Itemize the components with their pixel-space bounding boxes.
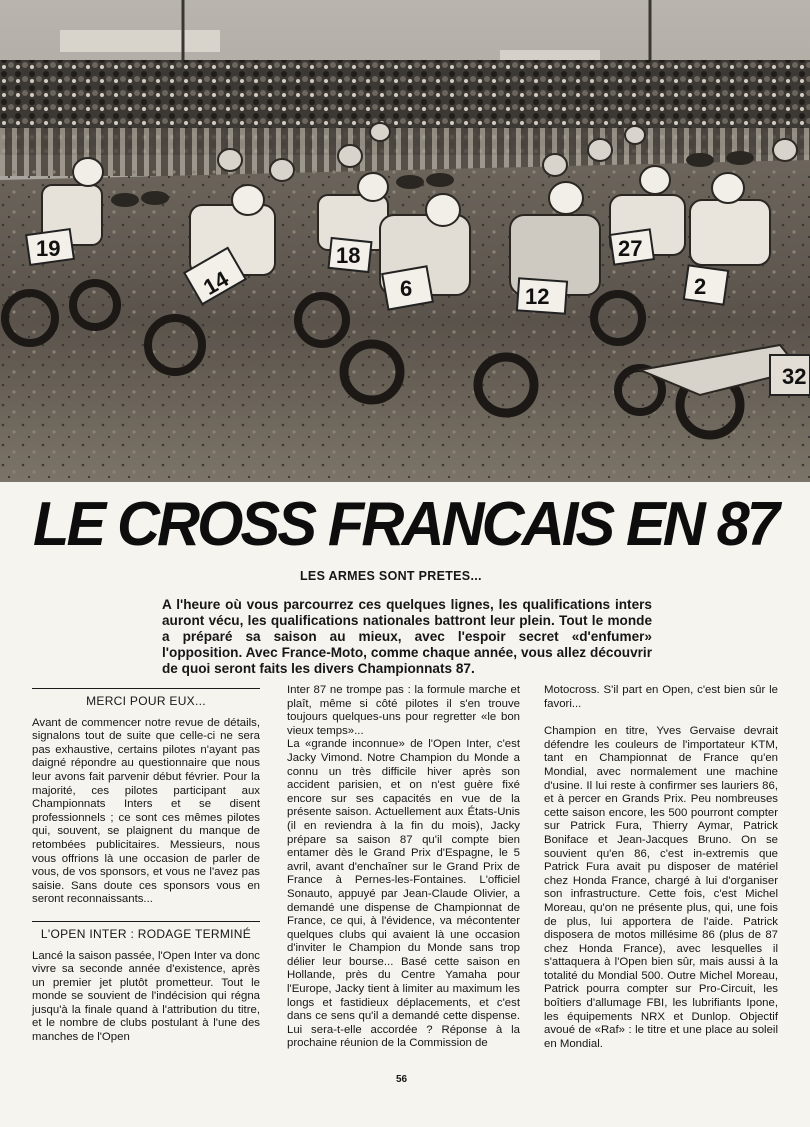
body-paragraph: Inter 87 ne trompe pas : la formule marche et plaît, même si côté pilotes il s'en trouve toujours quelques-uns pour regretter «le bon vieux temps»... (287, 684, 520, 737)
section-paragraph: Lancé la saison passée, l'Open Inter va donc vivre sa seconde année d'existence, après un premier jet plutôt prometteur. Tout le monde se souvient de l'indécision qui régna jusqu'à la finale quand à l'attribution du titre, et le nombre de clubs postulant à l'une des manches de l'Open (32, 949, 260, 1044)
page-number: 56 (396, 1074, 408, 1085)
section-heading: L'OPEN INTER : RODAGE TERMINÉ (32, 921, 260, 942)
article-column-1 (32, 688, 260, 1045)
motocross-start-photo (0, 0, 810, 482)
body-paragraph: Champion en titre, Yves Gervaise devrait défendre les couleurs de l'importateur KTM, tant en Championnat de France qu'en Mondial, avec normalement une machine d'usine. Il lui reste à confirmer ses lauriers 86, et à percer en Grands Prix. Peu nombreuses cette saison encore, les 500 pourront compter sur Patrick Fura, Thierry Aymar, Patrick Boniface et Jean-Jacques Bruno. On se souvient qu'en 86, c'est in-extremis que Patrick Fura avait pu disposer de matériel chez Honda France, chargé à lui d'organiser son infrastructure. Cette fois, c'est Michel Moreau, qu'on ne présente plus, qui, une fois de plus, lui apportera de l'aide. Patrick disposera de motos millésime 86 (plus de 87 chez Honda France), avec lesquelles il s'attaquera à l'Open bien sûr, mais aussi à la totalité du Mondial 500. Outre Michel Moreau, Patrick pourra compter sur Pro-Circuit, les boîtiers d'allumage FBI, les lubrifiants Ipone, les équipements NRX et Dunlop. Objectif avoué de «Raf» : le titre et une place au soleil en Mondial. (544, 725, 778, 1050)
rider-number: 27 (618, 236, 643, 261)
body-paragraph: La «grande inconnue» de l'Open Inter, c'est Jacky Vimond. Notre Champion du Monde a connu un très difficile hiver après son accident parisien, et on n'est guère fixé encore sur ses capacités en vue de la présente saison. Actuellement aux États-Unis (il en reviendra à la fin du mois), Jacky prépare sa saison 87 qu'il compte bien entamer dès le Grand Prix d'Espagne, le 5 avril, avant d'enchaîner sur le Grand Prix de France à Pernes-les-Fontaines. L'officiel Sonauto, appuyé par Jean-Claude Olivier, a demandé une dispense de Championnat de France, ce qui, à l'évidence, va mécontenter quelques clubs qui avaient là une occasion d'inviter le Champion du Monde sans trop délier leur bourse... Basé cette saison en Hollande, près du Centre Yamaha pour l'Europe, Jacky tient à limiter au maximum les longs et fastidieux déplacements, et c'est dans ce sens qu'il a demandé cette dispense. Lui sera-t-elle accordée ? Réponse à la prochaine réunion de la Commission de (287, 738, 520, 1050)
section-heading: MERCI POUR EUX... (32, 688, 260, 709)
article-column-3 (544, 684, 778, 1051)
article-column-2 (287, 684, 520, 1051)
rider-number: 18 (336, 243, 361, 268)
article-headline: LE CROSS FRANCAIS EN 87 (32, 490, 778, 559)
body-paragraph: Motocross. S'il part en Open, c'est bien sûr le favori... (544, 684, 778, 710)
rider-number: 32 (782, 364, 807, 389)
rider-number: 19 (36, 236, 61, 261)
rider-number: 14 (199, 266, 233, 300)
article-subhead: LES ARMES SONT PRETES... (300, 569, 482, 583)
article-intro: A l'heure où vous parcourrez ces quelques lignes, les qualifications inters auront vécu, les qualifications nationales battront leur plein. Tout le monde a préparé sa saison au mieux, avec l'espoir secret «d'enfumer» l'opposition. Avec France-Moto, comme chaque année, vous allez découvrir de quoi seront faits les divers Championnats 87. (162, 597, 652, 676)
rider-number: 12 (525, 284, 550, 309)
rider-number: 2 (694, 274, 707, 299)
section-paragraph: Avant de commencer notre revue de détails, signalons tout de suite que celle-ci ne sera pas exhaustive, certains pilotes n'ayant pas daigné répondre au questionnaire que nous leur avons fait parvenir début février. Pour la majorité, ces pilotes participant aux Championnats Inters et se disent professionnels ; ce sont ces mêmes pilotes qui, souvent, se plaignent du manque de retombées publicitaires. Messieurs, nous vous offrions là une occasion de parler de vous, de vos sponsors, et vous ne l'avez pas saisie. Sans doute ces sponsors vous en seront reconnaissants... (32, 716, 260, 906)
rider-number: 6 (400, 276, 413, 301)
